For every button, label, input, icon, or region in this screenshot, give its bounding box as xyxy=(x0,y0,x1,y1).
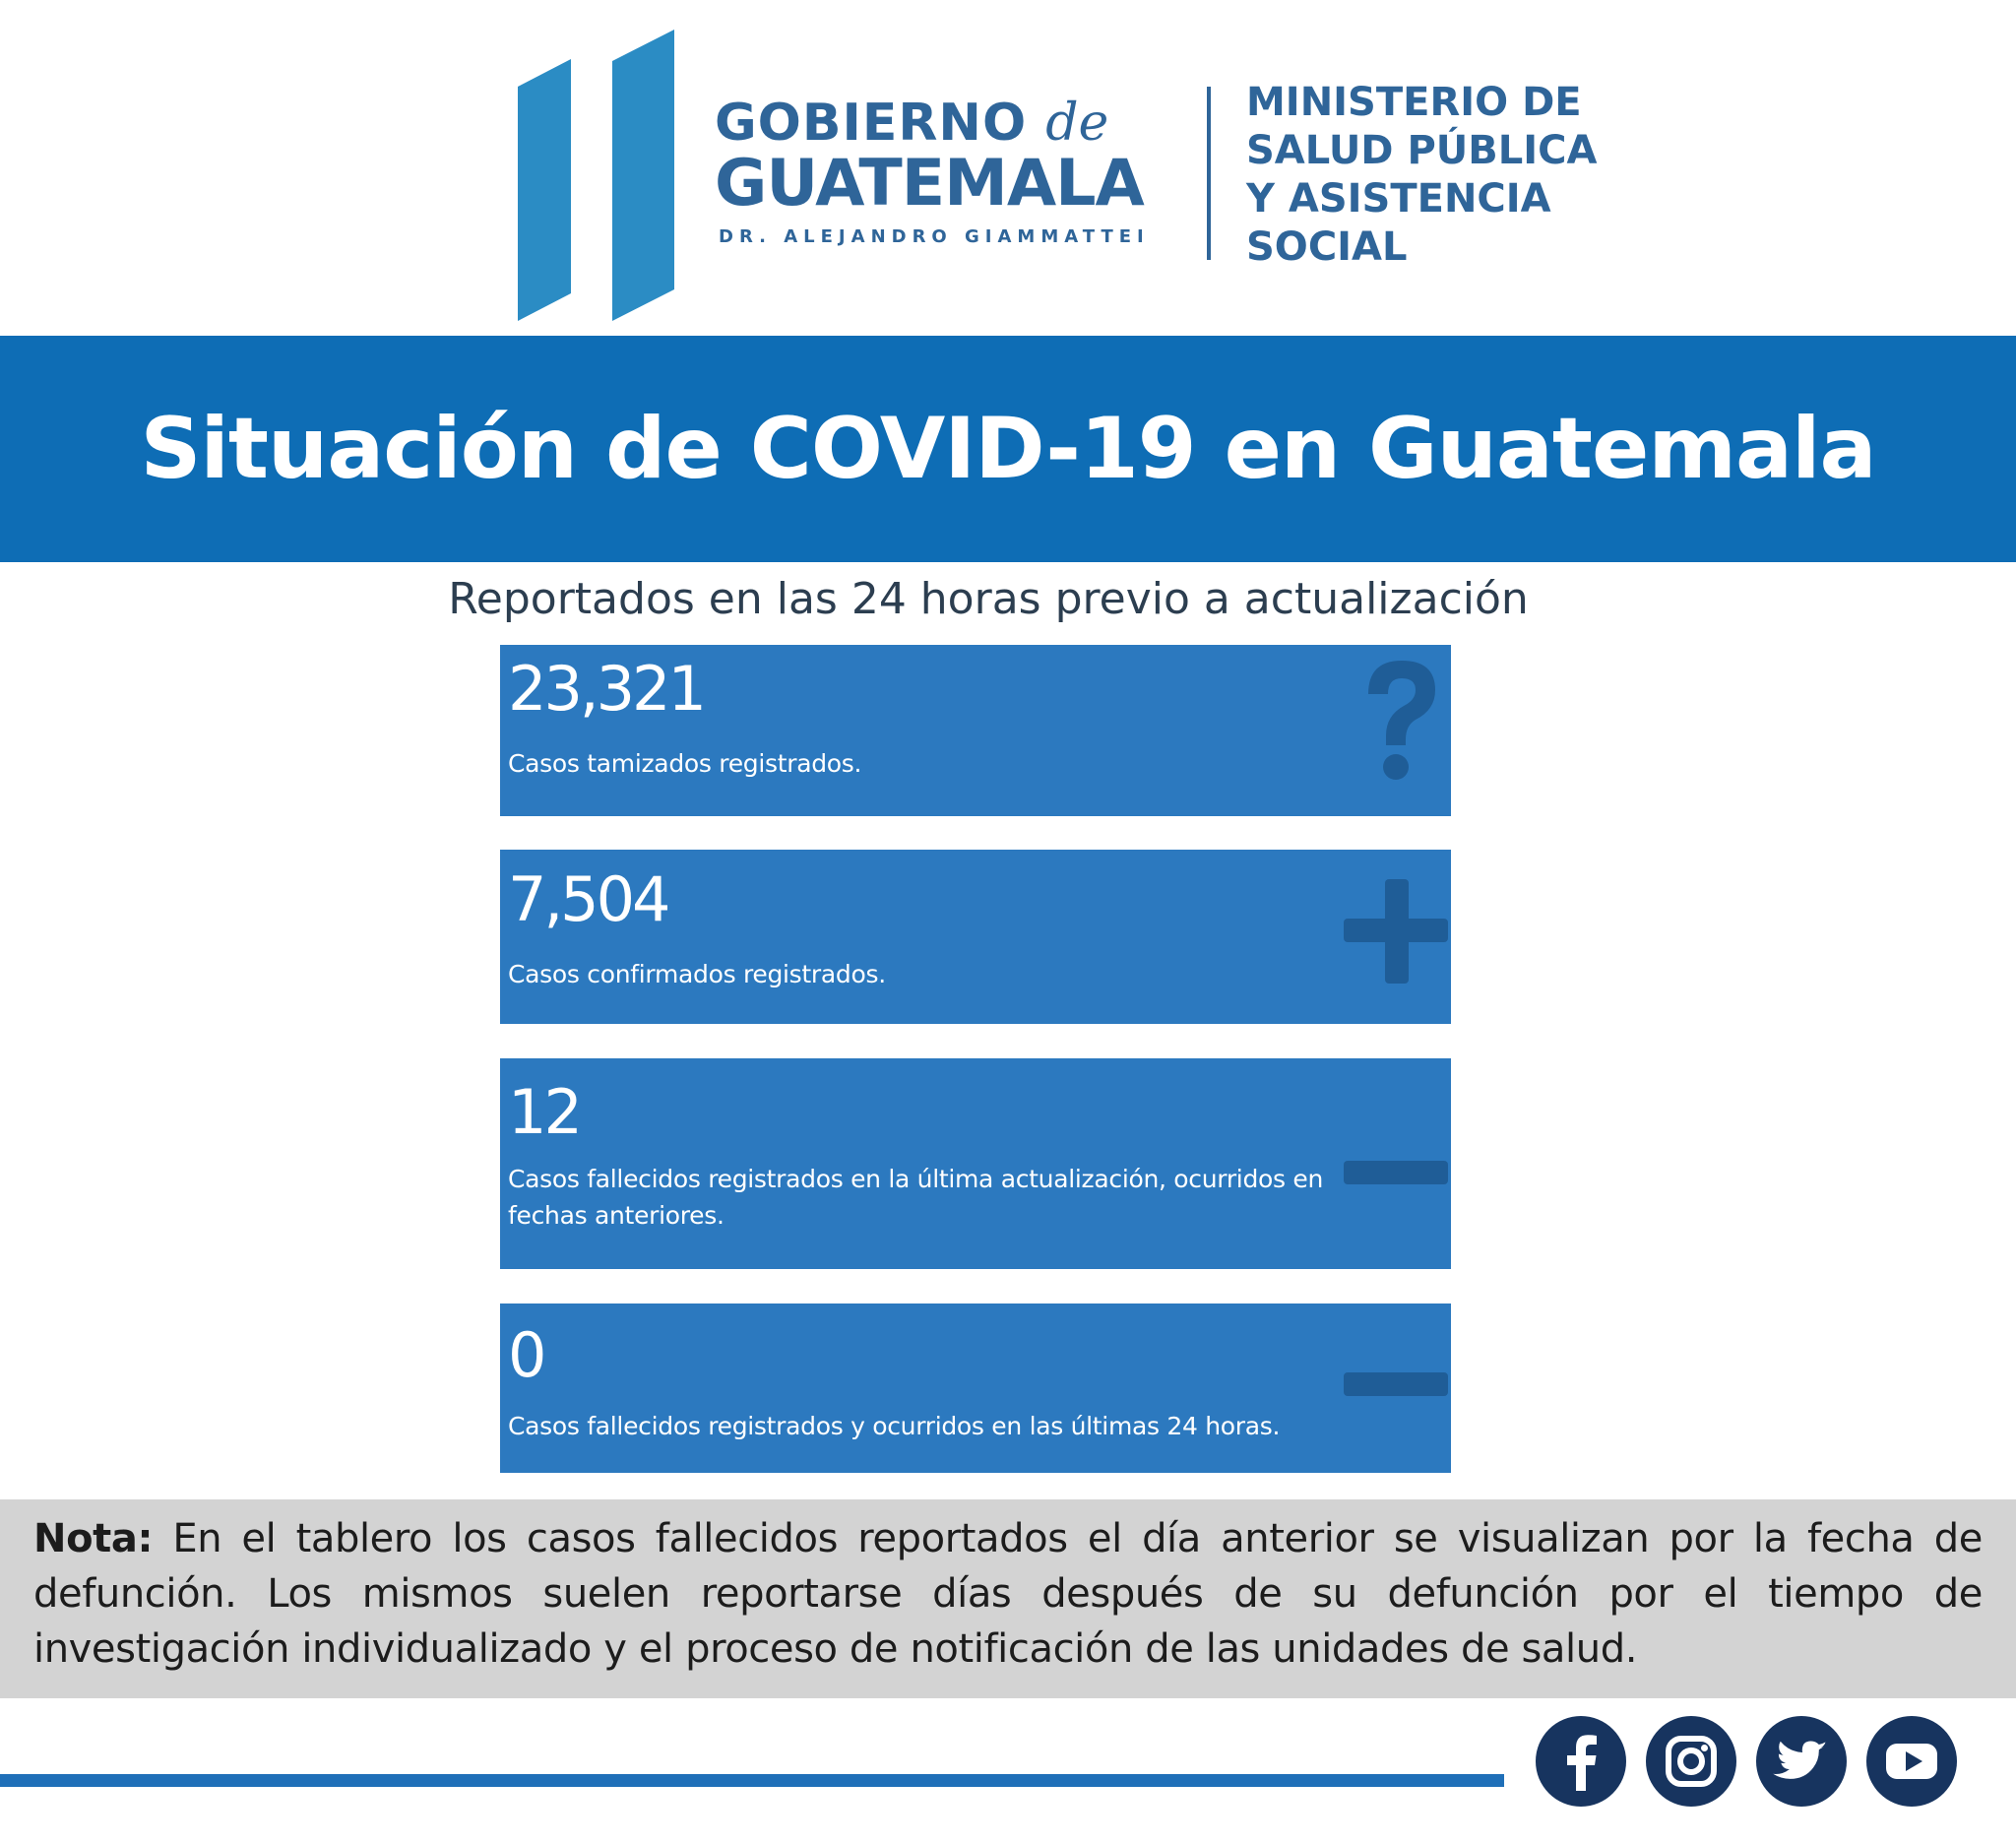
subtitle xyxy=(0,574,2016,624)
gobierno-text: GOBIERNO xyxy=(715,94,1028,153)
stat-label: Casos fallecidos registrados y ocurridos en las últimas 24 horas. xyxy=(508,1412,1281,1440)
title-banner xyxy=(0,336,2016,562)
facebook-glyph xyxy=(1536,1716,1626,1807)
note-body: En el tablero los casos fallecidos reportados el día anterior se visualizan por la fecha de defunción. Los mismos suelen reportarse días después de su defunción por el tiempo de investigación individualizado y el proceso de notificación de las unidades de salud. xyxy=(33,1516,1983,1672)
note-label: Nota: xyxy=(33,1516,154,1561)
stat-card-tamizados xyxy=(500,645,1451,816)
page-title: Situación de COVID-19 en Guatemala xyxy=(140,400,1876,498)
stat-card-fallecidos-anteriores xyxy=(500,1058,1451,1269)
instagram-icon[interactable] xyxy=(1646,1716,1736,1807)
gobierno-wordmark xyxy=(715,95,1167,247)
stat-label: Casos fallecidos registrados en la última actualización, ocurridos en fechas anteriores. xyxy=(508,1165,1324,1230)
guatemala-text: GUATEMALA xyxy=(715,147,1144,221)
stat-value: 23,321 xyxy=(508,653,704,725)
youtube-icon[interactable] xyxy=(1866,1716,1957,1807)
twitter-icon[interactable] xyxy=(1756,1716,1847,1807)
stat-value: 0 xyxy=(508,1319,544,1391)
note-text xyxy=(33,1511,1983,1677)
president-name: DR. ALEJANDRO GIAMMATTEI xyxy=(719,226,1150,247)
gobierno-logo-icon xyxy=(512,30,679,321)
instagram-glyph xyxy=(1646,1716,1736,1807)
footer-line xyxy=(0,1774,1504,1787)
twitter-glyph xyxy=(1756,1716,1847,1807)
stat-label: Casos tamizados registrados. xyxy=(508,749,862,778)
ministry-line: MINISTERIO DE xyxy=(1246,80,1582,125)
gobierno-de-text: de xyxy=(1045,94,1109,153)
stat-card-confirmados xyxy=(500,850,1451,1024)
stat-value: 12 xyxy=(508,1076,580,1148)
minus-icon xyxy=(1342,1370,1450,1398)
stat-label: Casos confirmados registrados. xyxy=(508,960,886,988)
stat-card-fallecidos-24h xyxy=(500,1304,1451,1473)
ministry-line: Y ASISTENCIA xyxy=(1246,176,1551,222)
youtube-glyph xyxy=(1866,1716,1957,1807)
facebook-icon[interactable] xyxy=(1536,1716,1626,1807)
stat-value: 7,504 xyxy=(508,863,668,935)
note-box xyxy=(0,1499,2016,1698)
ministry-line: SOCIAL xyxy=(1246,224,1408,270)
ministry-name xyxy=(1246,79,1597,272)
header-divider xyxy=(1207,87,1211,260)
subtitle-text: Reportados en las 24 horas previo a actualización xyxy=(448,574,1529,624)
ministry-line: SALUD PÚBLICA xyxy=(1246,128,1598,173)
